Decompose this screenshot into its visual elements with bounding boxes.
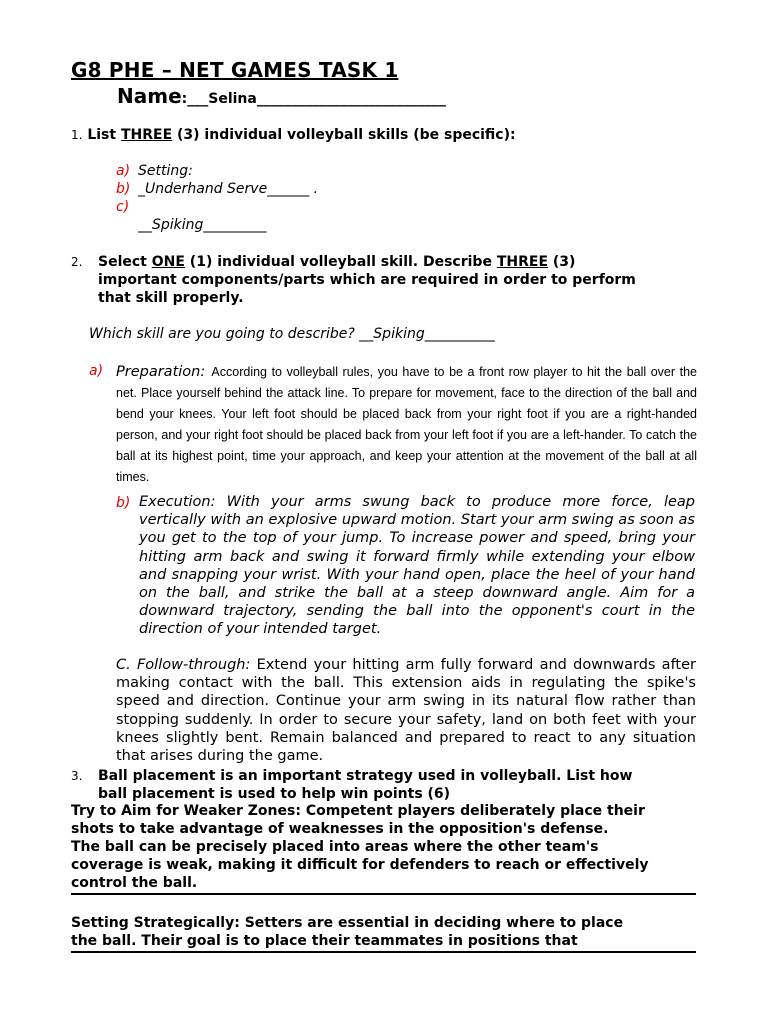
question-1 bbox=[71, 126, 516, 144]
name-label: Name bbox=[117, 84, 182, 108]
question-2-line1 bbox=[98, 253, 575, 271]
q3-answer-2 bbox=[71, 914, 623, 950]
q2-answer-c-label: C. Follow-through: bbox=[116, 657, 251, 673]
q2-answer-b-letter: b) bbox=[116, 495, 131, 511]
q2-line1-post: (3) bbox=[548, 254, 576, 270]
q2-answer-a-letter: a) bbox=[89, 363, 104, 379]
name-row bbox=[117, 84, 446, 108]
question-2-line2: important components/parts which are required in order to perform bbox=[98, 272, 636, 288]
q3-answer-2-line: Setting Strategically: Setters are essential in deciding where to place bbox=[71, 915, 624, 931]
name-value: ___Selina___________________________ bbox=[187, 91, 446, 107]
q2-answer-c bbox=[116, 656, 696, 765]
q1-answer-c bbox=[116, 198, 129, 216]
q3-answer-2-line: the ball. Their goal is to place their teammates in positions that bbox=[71, 933, 578, 949]
question-2 bbox=[71, 253, 711, 306]
q2-answer-a-text: According to volleyball rules, you have to be a front row player to hit the ball over the net. Place yourself behind the attack line. To prepare for movement, face to the direction of the ball and bend your knees. Your left foot should be placed back from your right foot if you are a right-handed person, and your right foot should be placed back from your left foot if you are a left-hander. To catch the ball at its highest point, time your approach, and keep your attention at the movement of the ball at all times. bbox=[116, 365, 697, 484]
q2-line1-pre: Select bbox=[98, 254, 152, 270]
question-1-text-underlined: THREE bbox=[120, 127, 173, 143]
q2-answer-b-text: Execution: With your arms swung back to produce more force, leap vertically with an explosive upward motion. Start your arm swing as soon as you get to the top of your jump. To increase power and speed, bring your hitting arm back and swing it forward firmly while extending your elbow and snapping your wrist. With your hand open, place the heel of your hand on the ball, and strike the ball at a steep downward angle. Aim for a downward trajectory, sending the ball into the opponent's court in the direction of your intended target. bbox=[139, 494, 695, 638]
q1-answer-a bbox=[116, 162, 193, 180]
answer-divider bbox=[71, 893, 696, 895]
q1-answer-b bbox=[116, 180, 319, 198]
question-2-line3: that skill properly. bbox=[98, 290, 244, 306]
page-title: G8 PHE – NET GAMES TASK 1 bbox=[71, 58, 399, 82]
question-3-number: 3. bbox=[71, 769, 83, 783]
q2-line1-three: THREE bbox=[496, 254, 549, 270]
q1-answer-b-letter: b) bbox=[116, 181, 131, 197]
question-3-line1: Ball placement is an important strategy used in volleyball. List how bbox=[98, 768, 633, 784]
q2-answer-a bbox=[116, 361, 697, 487]
q1-answer-a-text: Setting: bbox=[138, 163, 193, 179]
q2-answer-a-label: Preparation: bbox=[116, 364, 206, 380]
q3-answer-1-line: coverage is weak, making it difficult for defenders to reach or effectively bbox=[71, 857, 649, 873]
q3-answer-1-line: control the ball. bbox=[71, 875, 198, 891]
q2-line1-one: ONE bbox=[151, 254, 185, 270]
question-1-text-pre: List bbox=[87, 127, 121, 143]
question-2-number: 2. bbox=[71, 255, 83, 269]
question-1-number: 1. bbox=[71, 128, 83, 142]
q3-answer-1-line: shots to take advantage of weaknesses in the opposition's defense. bbox=[71, 821, 609, 837]
name-colon: : bbox=[181, 91, 188, 107]
q2-line1-mid: (1) individual volleyball skill. Describe bbox=[184, 254, 497, 270]
q2-which-skill-prompt: Which skill are you going to describe? __Spiking__________ bbox=[89, 326, 495, 342]
question-1-text-post: (3) individual volleyball skills (be specific): bbox=[172, 127, 516, 143]
question-3-line2: ball placement is used to help win points (6) bbox=[98, 786, 451, 802]
q3-answer-1-line: Try to Aim for Weaker Zones: Competent players deliberately place their bbox=[71, 803, 645, 819]
q3-answer-1 bbox=[71, 802, 649, 892]
q1-answer-c-letter: c) bbox=[116, 199, 130, 215]
q1-answer-b-text: _Underhand Serve______ . bbox=[138, 181, 319, 197]
question-3 bbox=[71, 767, 711, 802]
q1-answer-a-letter: a) bbox=[116, 163, 131, 179]
q2-answer-c-text: Extend your hitting arm fully forward and downwards after making contact with the ball. This extension aids in regulating the spike's speed and direction. Continue your arm swing in its natural flow rather than stopping suddenly. In order to secure your safety, land on both feet with your knees slightly bent. Remain balanced and prepared to react to any situation that arises during the game. bbox=[116, 657, 696, 765]
answer-divider bbox=[71, 951, 696, 953]
q1-answer-c-text: __Spiking_________ bbox=[138, 217, 267, 233]
q3-answer-1-line: The ball can be precisely placed into areas where the other team's bbox=[71, 839, 599, 855]
